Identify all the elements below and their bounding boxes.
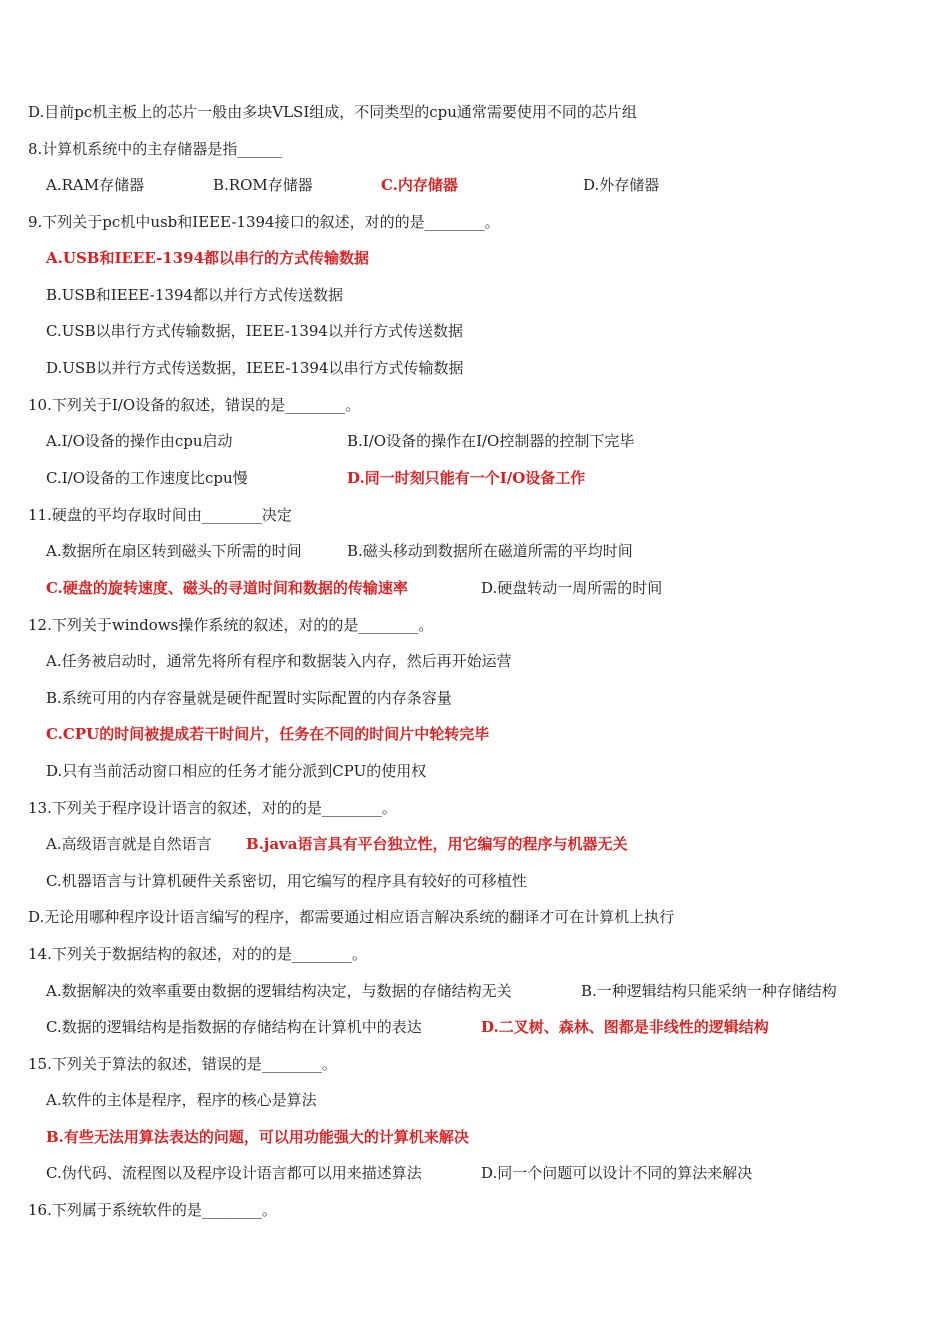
q16-question: 16.下列属于系统软件的是________。 bbox=[28, 1201, 277, 1219]
q15-option-a: A.软件的主体是程序，程序的核心是算法 bbox=[46, 1091, 317, 1109]
q11-option-a: A.数据所在扇区转到磁头下所需的时间 bbox=[46, 542, 302, 560]
q14-option-d-answer: D.二叉树、森林、图都是非线性的逻辑结构 bbox=[481, 1018, 769, 1036]
q13-option-d: D.无论用哪种程序设计语言编写的程序，都需要通过相应语言解决系统的翻译才可在计算机上执行 bbox=[28, 908, 675, 926]
q9-option-c: C.USB以串行方式传输数据，IEEE-1394以并行方式传送数据 bbox=[46, 322, 463, 340]
q15-option-d: D.同一个问题可以设计不同的算法来解决 bbox=[481, 1164, 753, 1182]
q14-question: 14.下列关于数据结构的叙述，对的的是________。 bbox=[28, 945, 367, 963]
q15-option-b-answer: B.有些无法用算法表达的问题，可以用功能强大的计算机来解决 bbox=[46, 1128, 469, 1146]
q14-option-b: B.一种逻辑结构只能采纳一种存储结构 bbox=[581, 982, 837, 1000]
q10-option-b: B.I/O设备的操作在I/O控制器的控制下完毕 bbox=[347, 432, 635, 450]
q8-option-a: A.RAM存储器 bbox=[46, 176, 145, 194]
q12-option-b: B.系统可用的内存容量就是硬件配置时实际配置的内存条容量 bbox=[46, 689, 452, 707]
q10-question: 10.下列关于I/O设备的叙述，错误的是________。 bbox=[28, 396, 361, 414]
q8-option-b: B.ROM存储器 bbox=[213, 176, 313, 194]
q8-question: 8.计算机系统中的主存储器是指______ bbox=[28, 140, 283, 158]
q14-option-c: C.数据的逻辑结构是指数据的存储结构在计算机中的表达 bbox=[46, 1018, 422, 1036]
q15-option-c: C.伪代码、流程图以及程序设计语言都可以用来描述算法 bbox=[46, 1164, 422, 1182]
q13-question: 13.下列关于程序设计语言的叙述，对的的是________。 bbox=[28, 799, 397, 817]
q15-question: 15.下列关于算法的叙述，错误的是________。 bbox=[28, 1055, 337, 1073]
q9-option-b: B.USB和IEEE-1394都以并行方式传送数据 bbox=[46, 286, 344, 304]
q11-option-c-answer: C.硬盘的旋转速度、磁头的寻道时间和数据的传输速率 bbox=[46, 579, 408, 597]
q10-option-d-answer: D.同一时刻只能有一个I/O设备工作 bbox=[347, 469, 586, 487]
q9-option-d: D.USB以并行方式传送数据，IEEE-1394以串行方式传输数据 bbox=[46, 359, 464, 377]
q13-option-c: C.机器语言与计算机硬件关系密切，用它编写的程序具有较好的可移植性 bbox=[46, 872, 527, 890]
q12-option-c-answer: C.CPU的时间被提成若干时间片，任务在不同的时间片中轮转完毕 bbox=[46, 725, 490, 743]
q11-option-b: B.磁头移动到数据所在磁道所需的平均时间 bbox=[347, 542, 633, 560]
q12-question: 12.下列关于windows操作系统的叙述，对的的是________。 bbox=[28, 616, 434, 634]
q7-option-d: D.目前pc机主板上的芯片一般由多块VLSI组成，不同类型的cpu通常需要使用不同的芯片组 bbox=[28, 103, 637, 121]
q12-option-d: D.只有当前活动窗口相应的任务才能分派到CPU的使用权 bbox=[46, 762, 427, 780]
q8-option-c-answer: C.内存储器 bbox=[381, 176, 458, 194]
q8-option-d: D.外存储器 bbox=[583, 176, 660, 194]
q11-option-d: D.硬盘转动一周所需的时间 bbox=[481, 579, 663, 597]
q14-option-a: A.数据解决的效率重要由数据的逻辑结构决定，与数据的存储结构无关 bbox=[46, 982, 512, 1000]
q9-option-a-answer: A.USB和IEEE-1394都以串行的方式传输数据 bbox=[46, 249, 370, 267]
q13-option-a: A.高级语言就是自然语言 bbox=[46, 835, 212, 853]
q10-option-c: C.I/O设备的工作速度比cpu慢 bbox=[46, 469, 248, 487]
q11-question: 11.硬盘的平均存取时间由________决定 bbox=[28, 506, 292, 524]
q9-question: 9.下列关于pc机中usb和IEEE-1394接口的叙述，对的的是________。 bbox=[28, 213, 500, 231]
q10-option-a: A.I/O设备的操作由cpu启动 bbox=[46, 432, 233, 450]
q12-option-a: A.任务被启动时，通常先将所有程序和数据装入内存，然后再开始运营 bbox=[46, 652, 512, 670]
q13-option-b-answer: B.java语言具有平台独立性，用它编写的程序与机器无关 bbox=[246, 835, 628, 853]
